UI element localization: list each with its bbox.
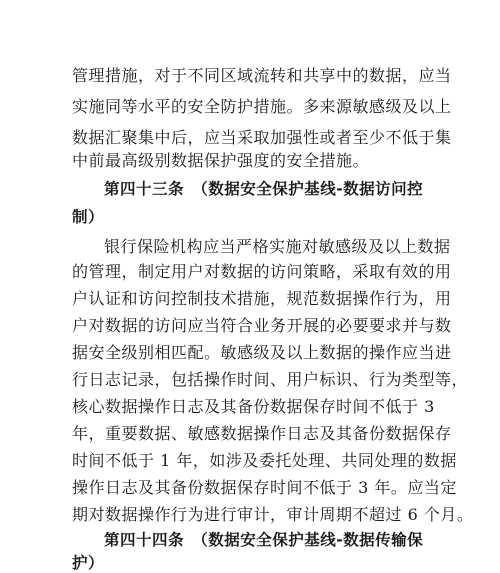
body-text-line: 中前最高级别数据保护强度的安全措施。 bbox=[72, 151, 370, 170]
body-text-line: 管理措施，对于不同区域流转和共享中的数据，应当 bbox=[72, 66, 452, 85]
body-text-line: 操作日志及其备份数据保存时间不低于 3 年。应当定 bbox=[72, 478, 457, 497]
article-44-heading: 第四十四条 （数据安全保护基线-数据传输保 bbox=[104, 531, 424, 549]
body-text-line: 实施同等水平的安全防护措施。多来源敏感级及以上 bbox=[72, 97, 452, 116]
body-text-line: 户认证和访问控制技术措施，规范数据操作行为，用 bbox=[72, 289, 452, 308]
body-text-line: 户对数据的访问应当符合业务开展的必要要求并与数 bbox=[72, 316, 452, 335]
article-44-heading-continuation: 护） bbox=[72, 554, 105, 572]
article-43-heading: 第四十三条 （数据安全保护基线-数据访问控 bbox=[104, 180, 424, 198]
body-text-line: 银行保险机构应当严格实施对敏感级及以上数据 bbox=[104, 237, 451, 256]
article-43-heading-continuation: 制） bbox=[72, 208, 105, 226]
body-text-line: 数据汇聚集中后，应当采取加强性或者至少不低于集 bbox=[72, 128, 452, 147]
body-text-line: 据安全级别相匹配。敏感级及以上数据的操作应当进 bbox=[72, 343, 452, 362]
body-text-line: 年，重要数据、敏感数据操作日志及其备份数据保存 bbox=[72, 424, 452, 443]
body-text-line: 期对数据操作行为进行审计，审计周期不超过 6 个月。 bbox=[72, 505, 474, 524]
body-text-line: 核心数据操作日志及其备份数据保存时间不低于 3 bbox=[72, 397, 435, 416]
body-text-line: 时间不低于 1 年，如涉及委托处理、共同处理的数据 bbox=[72, 451, 457, 470]
body-text-line: 行日志记录，包括操作时间、用户标识、行为类型等， bbox=[72, 370, 469, 389]
body-text-line: 的管理，制定用户对数据的访问策略，采取有效的用 bbox=[72, 262, 452, 281]
